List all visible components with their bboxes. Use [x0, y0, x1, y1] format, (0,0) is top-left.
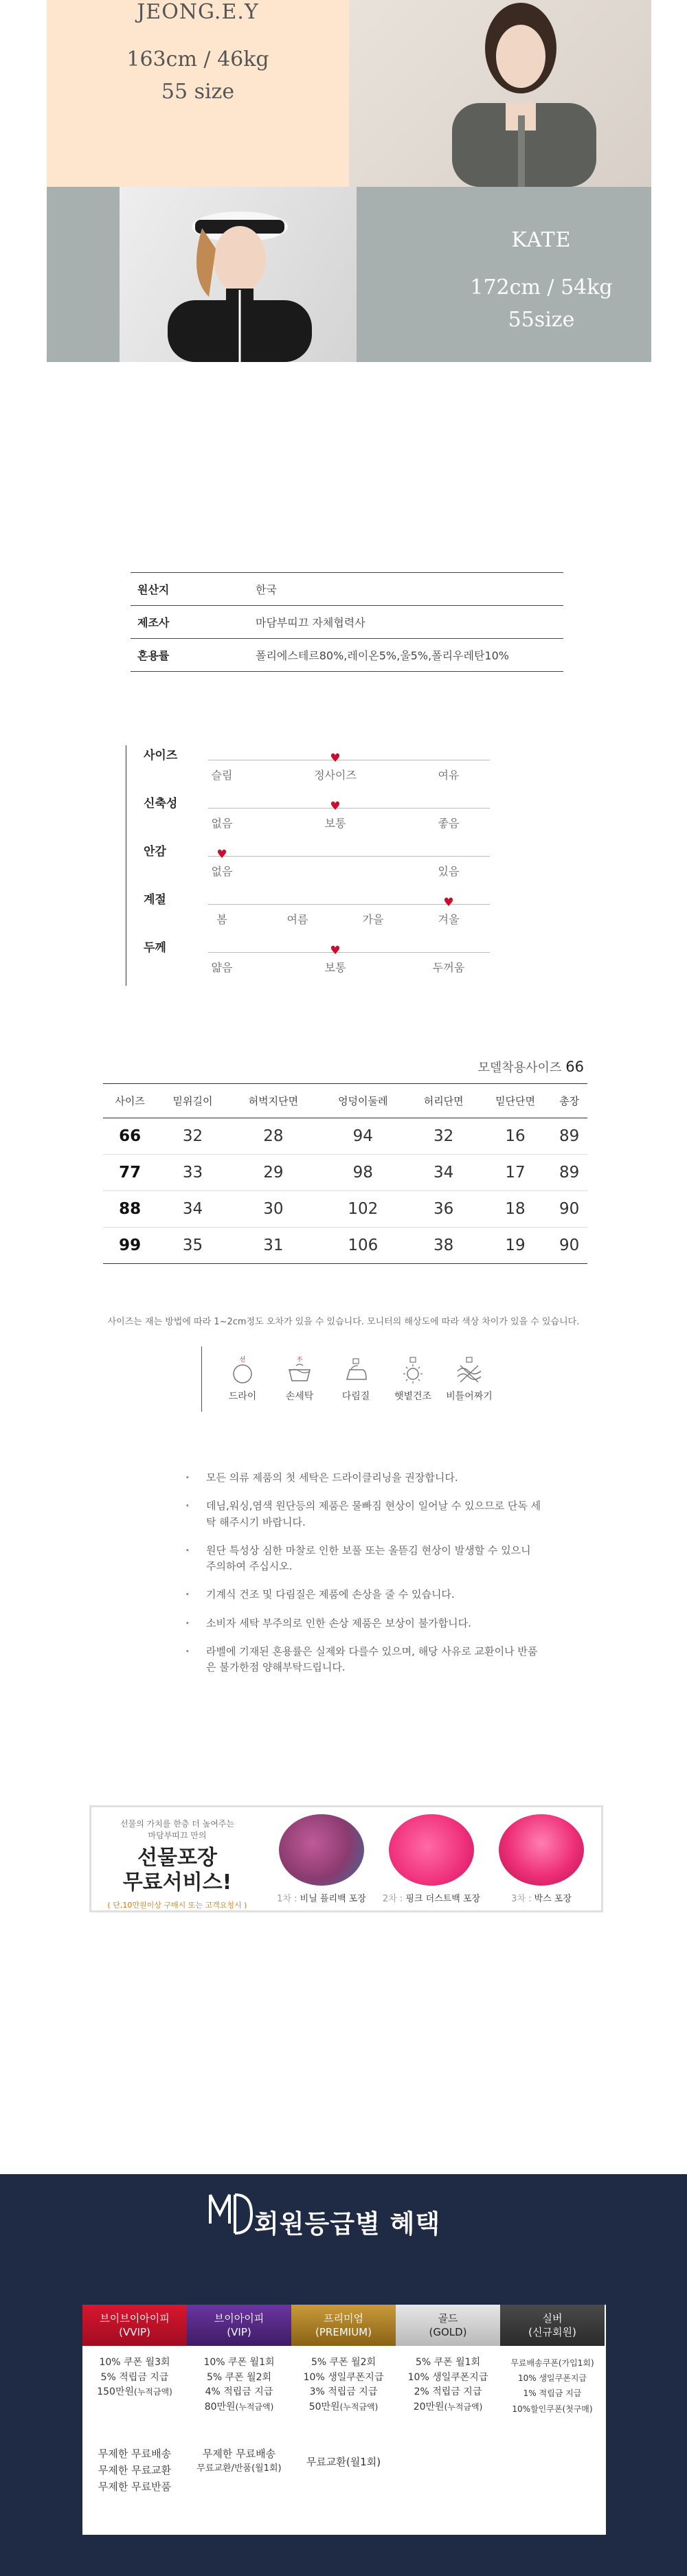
grade-benefit: 1% 적립금 지급 [523, 2388, 582, 2399]
grade-extra-line: 무료교환/반품(월1회) [196, 2463, 282, 2474]
attribute-label: 안감 [144, 845, 166, 859]
grade-header [82, 2305, 187, 2346]
sun-dry-icon [398, 1356, 427, 1385]
gift-photo-3 [499, 1814, 584, 1886]
membership-grade-table [82, 2305, 606, 2535]
size-header-cell: 엉덩이둘레 [338, 1095, 388, 1107]
model-size-caption [474, 1058, 584, 1076]
grade-extra-vip [187, 2445, 291, 2476]
grade-benefit: 10% 쿠폰 월3회 [99, 2357, 170, 2368]
care-item-handwash [272, 1356, 327, 1403]
attribute-row [126, 745, 490, 787]
grade-sub: (PREMIUM) [315, 2326, 372, 2338]
grade-benefits [291, 2346, 396, 2415]
attribute-option: 없음 [211, 817, 233, 830]
hand-wash-icon [285, 1356, 314, 1385]
grade-benefit: 5% 적립금 지급 [100, 2371, 169, 2383]
gift-label: 박스 포장 [534, 1894, 572, 1904]
model-2-name: KATE [511, 228, 572, 252]
size-header-cell: 사이즈 [115, 1095, 145, 1107]
grade-threshold [396, 2400, 500, 2415]
selected-heart-icon: ♥ [443, 896, 454, 909]
grade-header [396, 2305, 500, 2346]
selected-heart-icon: ♥ [216, 848, 227, 861]
size-value-cell: 98 [352, 1164, 373, 1182]
size-value-cell: 32 [182, 1127, 203, 1145]
attribute-label: 신축성 [144, 797, 178, 811]
grade-threshold-note: (누적금액) [134, 2387, 172, 2397]
gift-subtitle [91, 1818, 263, 1842]
grade-threshold-note: (누적금액) [444, 2402, 483, 2413]
grade-extra-line: 무제한 무료반품 [98, 2481, 172, 2493]
attribute-label: 사이즈 [144, 749, 178, 762]
gift-title [91, 1846, 263, 1895]
membership-section [0, 2174, 687, 2576]
size-value-cell: 28 [263, 1127, 284, 1145]
size-value-cell: 34 [182, 1200, 203, 1218]
attribute-option: 없음 [211, 865, 233, 878]
size-table-header [103, 1084, 587, 1118]
attribute-option: 얇음 [211, 961, 233, 974]
size-value-cell: 106 [348, 1236, 379, 1254]
grade-threshold [82, 2385, 187, 2400]
grade-benefit: 10% 생일쿠폰지급 [517, 2373, 587, 2384]
grade-benefit: 80만원 [204, 2402, 236, 2413]
grade-threshold [291, 2400, 396, 2415]
size-disclaimer: 사이즈는 재는 방법에 따라 1~2cm정도 오차가 있을 수 있습니다. 모니터의 해상도에 따라 색상 차이가 있을 수 있습니다. [107, 1317, 580, 1327]
attribute-option: 여름 [286, 913, 308, 926]
grade-benefit: 20만원 [413, 2402, 444, 2413]
grade-header [291, 2305, 396, 2346]
attribute-option: 겨울 [438, 913, 460, 926]
svg-text:선: 선 [239, 1357, 246, 1364]
model-1-photo [349, 0, 651, 187]
care-label: 다림질 [341, 1391, 370, 1402]
size-value-cell: 17 [505, 1164, 526, 1182]
attribute-option: 보통 [324, 961, 346, 974]
grade-name: 프리미엄 [324, 2312, 363, 2325]
gift-subtitle-line: 마담부띠끄 만의 [148, 1830, 207, 1840]
gift-caption [490, 1891, 593, 1904]
info-value: 폴리에스테르80%,레이온5%,울5%,폴리우레탄10% [256, 649, 509, 662]
info-label: 원산지 [137, 583, 170, 596]
grade-extra-vvip [82, 2445, 187, 2495]
size-value-cell: 90 [559, 1200, 580, 1218]
grade-benefits [396, 2346, 500, 2415]
model-2-stats: 172cm / 54kg [470, 275, 613, 300]
brand-logo-icon [205, 2174, 253, 2236]
grade-extra-line: 무제한 무료교환 [98, 2464, 172, 2476]
grade-gold [396, 2305, 500, 2442]
gift-condition: ( 단,10만원이상 구매시 또는 고객요청시 ) [107, 1900, 247, 1910]
attribute-label: 계절 [144, 893, 166, 907]
size-value-cell: 89 [559, 1164, 580, 1182]
size-header-cell: 밑단단면 [495, 1095, 536, 1107]
gift-photo-1 [279, 1814, 364, 1886]
grade-threshold-note: (누적금액) [339, 2402, 379, 2413]
size-value-cell: 35 [182, 1236, 203, 1254]
attribute-row [126, 841, 490, 883]
size-row [103, 1228, 587, 1264]
model-2-photo [120, 187, 357, 362]
grade-name: 브이아이피 [214, 2312, 264, 2325]
gift-item-2 [380, 1814, 483, 1904]
model-size-value: 66 [565, 1059, 584, 1075]
product-info-table [131, 572, 563, 672]
grade-benefit: 3% 적립금 지급 [309, 2386, 378, 2398]
size-value-cell: 30 [263, 1200, 284, 1218]
model-1-text [47, 0, 349, 104]
grade-benefit: 50만원 [308, 2402, 340, 2413]
size-value-cell: 31 [263, 1236, 284, 1254]
gift-title-line: 선물포장 [137, 1845, 217, 1870]
gift-item-3 [490, 1814, 593, 1904]
grade-benefits [500, 2346, 605, 2417]
model-panel-2 [47, 187, 651, 362]
grade-benefit: 150만원 [97, 2386, 135, 2398]
model-1-name: JEONG.E.Y [137, 0, 259, 24]
size-header-cell: 허벅지단면 [248, 1095, 299, 1107]
attribute-option: 슬림 [211, 769, 233, 782]
grade-name: 골드 [438, 2312, 458, 2325]
size-table [103, 1083, 587, 1264]
model-1-stats: 163cm / 46kg [126, 47, 269, 71]
grade-premium [291, 2305, 396, 2442]
size-header-cell: 허리단면 [423, 1095, 464, 1107]
model-1-size: 55 size [161, 80, 235, 104]
product-attributes [126, 745, 490, 989]
care-item-sun [385, 1356, 440, 1403]
attribute-track [208, 808, 490, 809]
model-panel-1 [47, 0, 651, 187]
model-info-section [47, 0, 651, 362]
membership-header [0, 2174, 687, 2239]
info-label: 제조사 [137, 616, 170, 629]
gift-item-1 [270, 1814, 373, 1904]
size-name-cell: 77 [119, 1164, 142, 1182]
care-note: · 라벨에 기재된 혼용률은 실제와 다를수 있으며, 해당 사유로 교환이나 반품은 불가한점 양해부탁드립니다. [185, 1644, 543, 1676]
attribute-option: 두꺼움 [432, 961, 465, 974]
size-row [103, 1155, 587, 1191]
grade-benefit: 5% 쿠폰 월1회 [415, 2357, 481, 2368]
grade-header [500, 2305, 605, 2346]
grade-silver [500, 2305, 605, 2442]
gift-stage: 2차 : [382, 1894, 403, 1904]
iron-icon [341, 1356, 370, 1385]
care-note: · 모든 의류 제품의 첫 세탁은 드라이클리닝을 권장합니다. [185, 1470, 543, 1486]
grade-benefit: 10% 생일쿠폰지급 [303, 2371, 384, 2383]
model-2-size: 55size [508, 308, 575, 332]
size-header-cell: 총장 [559, 1095, 580, 1107]
grade-benefit: 10% 쿠폰 월1회 [203, 2357, 275, 2368]
care-item-twist [442, 1356, 497, 1403]
size-value-cell: 16 [505, 1127, 526, 1145]
gift-caption [270, 1891, 373, 1904]
attribute-option: 정사이즈 [314, 769, 357, 782]
info-label: 혼용률 [137, 649, 170, 662]
grade-benefit: 5% 쿠폰 월2회 [311, 2357, 376, 2368]
care-item-dry [215, 1356, 270, 1403]
size-value-cell: 32 [433, 1127, 454, 1145]
selected-heart-icon: ♥ [330, 752, 341, 765]
gift-caption [380, 1891, 483, 1904]
care-note: · 소비자 세탁 부주의로 인한 손상 제품은 보상이 불가합니다. [185, 1616, 543, 1631]
grade-extra-line: 무제한 무료배송 [202, 2448, 276, 2460]
gift-text-block [91, 1807, 263, 1910]
grade-sub: (GOLD) [429, 2326, 467, 2338]
size-name-cell: 99 [119, 1236, 142, 1254]
grade-extra-premium [291, 2445, 396, 2470]
care-label: 햇볕건조 [394, 1391, 432, 1402]
care-notes [185, 1470, 543, 1688]
svg-text:不: 不 [296, 1357, 303, 1364]
size-value-cell: 36 [433, 1200, 454, 1218]
grade-threshold [187, 2400, 291, 2415]
no-twist-icon [455, 1356, 484, 1385]
grade-vvip [82, 2305, 187, 2442]
attribute-option: 가을 [362, 913, 384, 926]
size-value-cell: 33 [182, 1164, 203, 1182]
size-row [103, 1118, 587, 1155]
size-name-cell: 88 [119, 1200, 142, 1218]
size-value-cell: 19 [505, 1236, 526, 1254]
info-row-origin [131, 573, 563, 606]
care-note: · 데님,워싱,염색 원단등의 제품은 물빠짐 현상이 일어날 수 있으므로 단독 세탁 해주시기 바랍니다. [185, 1498, 543, 1530]
size-name-cell: 66 [119, 1127, 142, 1145]
attribute-row [126, 938, 490, 979]
info-row-maker [131, 606, 563, 639]
size-value-cell: 38 [433, 1236, 454, 1254]
grade-header [187, 2305, 291, 2346]
attribute-option: 좋음 [438, 817, 460, 830]
gift-subtitle-line: 선물의 가치를 한층 더 높여주는 [120, 1819, 234, 1829]
grade-benefit: 무료배송쿠폰(가입1회) [510, 2358, 594, 2368]
size-value-cell: 18 [505, 1200, 526, 1218]
info-value: 한국 [256, 583, 277, 596]
grade-vip [187, 2305, 291, 2442]
care-label: 손세탁 [285, 1391, 314, 1402]
gift-title-line: 무료서비스! [122, 1870, 232, 1895]
membership-title: 회원등급별 혜택 [254, 2209, 441, 2239]
size-table-body [103, 1118, 587, 1264]
care-note: · 기계식 건조 및 다림질은 제품에 손상을 줄 수 있습니다. [185, 1587, 543, 1603]
info-value: 마담부띠끄 자체협력사 [256, 616, 365, 629]
attribute-option: 보통 [324, 817, 346, 830]
grade-extra-line: 무료교환(월1회) [306, 2456, 381, 2468]
gift-wrap-banner [89, 1805, 603, 1912]
care-icons [201, 1346, 517, 1415]
dry-clean-icon [228, 1356, 257, 1385]
model-size-label: 모델착용사이즈 [477, 1061, 562, 1075]
info-row-material [131, 639, 563, 672]
gift-photo-2 [389, 1814, 474, 1886]
attribute-option: 봄 [216, 913, 227, 926]
care-note: · 원단 특성상 심한 마찰로 인한 보풀 또는 올뜯김 현상이 발생할 수 있으니 주의하여 주십시오. [185, 1543, 543, 1575]
size-value-cell: 90 [559, 1236, 580, 1254]
size-value-cell: 102 [348, 1200, 379, 1218]
gift-label: 핑크 더스트백 포장 [405, 1894, 481, 1904]
grade-benefit: 2% 적립금 지급 [414, 2386, 482, 2398]
attribute-track [208, 856, 490, 857]
grade-benefit: 4% 적립금 지급 [205, 2386, 273, 2398]
attribute-option: 있음 [438, 865, 460, 878]
selected-heart-icon: ♥ [330, 944, 341, 958]
size-header-cell: 밑위길이 [172, 1095, 213, 1107]
grade-sub: (신규회원) [528, 2326, 576, 2338]
size-row [103, 1191, 587, 1228]
grade-name: 실버 [542, 2312, 563, 2325]
grade-threshold-note: (누적금액) [235, 2402, 274, 2413]
grade-benefit: 10% 생일쿠폰지급 [407, 2371, 488, 2383]
attribute-track [208, 952, 490, 953]
grade-benefits [187, 2346, 291, 2415]
grade-benefits [82, 2346, 187, 2400]
model-2-text [431, 228, 651, 332]
grade-sub: (VVIP) [119, 2326, 150, 2338]
care-label: 비틀어짜기 [446, 1391, 493, 1402]
grade-name: 브이브이아이피 [100, 2312, 170, 2325]
size-value-cell: 89 [559, 1127, 580, 1145]
selected-heart-icon: ♥ [330, 800, 341, 813]
attribute-option: 여유 [438, 769, 460, 782]
gift-stage: 1차 : [277, 1894, 297, 1904]
grade-benefit: 5% 쿠폰 월2회 [206, 2371, 272, 2383]
attribute-row [126, 890, 490, 931]
gift-label: 비닐 플리백 포장 [300, 1894, 366, 1904]
grade-sub: (VIP) [227, 2326, 251, 2338]
care-label: 드라이 [228, 1391, 257, 1402]
size-value-cell: 29 [263, 1164, 284, 1182]
care-divider [201, 1346, 202, 1412]
grade-benefit: 10%할인쿠폰(첫구매) [512, 2404, 593, 2414]
grade-extra-line: 무제한 무료배송 [98, 2448, 172, 2460]
attribute-row [126, 793, 490, 835]
care-item-iron [328, 1356, 383, 1403]
size-value-cell: 94 [352, 1127, 373, 1145]
attribute-label: 두께 [144, 941, 166, 955]
size-value-cell: 34 [433, 1164, 454, 1182]
gift-stage: 3차 : [511, 1894, 532, 1904]
